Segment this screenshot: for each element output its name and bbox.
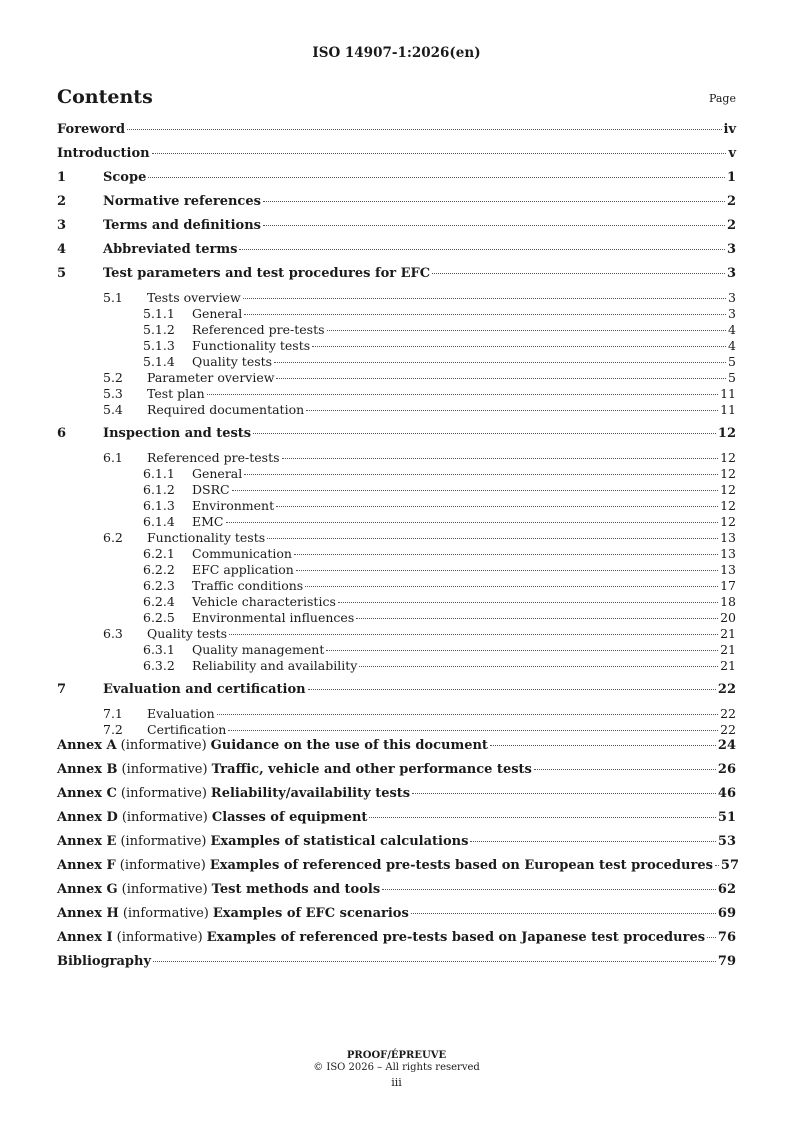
dot-leader [715, 865, 719, 866]
section-number: 6.2.4 [143, 594, 175, 609]
toc-page-number: 3 [728, 306, 736, 321]
dot-leader [244, 314, 726, 315]
toc-title: Traffic conditions [192, 578, 304, 593]
toc-page-number: 21 [720, 642, 736, 657]
section-number: 6.1.2 [143, 482, 175, 497]
toc-entry[interactable] [57, 354, 736, 370]
dot-leader [239, 249, 725, 250]
toc-page-number: 12 [720, 450, 736, 465]
toc-page-number: 62 [717, 882, 736, 897]
toc-title: Vehicle characteristics [192, 594, 336, 609]
toc-title: Parameter overview [147, 370, 275, 385]
dot-leader [327, 330, 727, 331]
toc-annex-entry[interactable] [57, 882, 736, 906]
section-number: 6.2.2 [143, 562, 175, 577]
dot-leader [253, 433, 716, 434]
dot-leader [312, 346, 726, 347]
dot-leader [152, 153, 727, 154]
dot-leader [412, 793, 716, 794]
toc-page-number: 5 [728, 354, 736, 369]
toc-title: Communication [192, 546, 292, 561]
toc-page-number: 21 [720, 658, 736, 673]
toc-title: General [192, 466, 243, 481]
toc-entry[interactable] [57, 170, 736, 194]
document-id: ISO 14907-1:2026(en) [312, 45, 481, 61]
toc-title: Inspection and tests [103, 426, 252, 441]
toc-page-number: 21 [720, 626, 736, 641]
toc-title: Functionality tests [192, 338, 311, 353]
annex-label: Annex G [57, 882, 118, 897]
toc-title: EMC [192, 514, 224, 529]
annex-label: Annex I [57, 930, 113, 945]
toc-entry[interactable] [57, 642, 736, 658]
toc-title: Bibliography [57, 954, 152, 969]
proof-label: PROOF/ÉPREUVE [346, 1050, 447, 1061]
toc-title: Test methods and tools [211, 882, 381, 897]
toc-title: Referenced pre-tests [192, 322, 325, 337]
section-number: 6.3.2 [143, 658, 175, 673]
toc-page-number: 22 [717, 682, 736, 697]
contents-heading: Contents [57, 86, 153, 108]
toc-title: Guidance on the use of this document [210, 738, 488, 753]
toc-entry[interactable] [57, 514, 736, 530]
toc-entry[interactable] [57, 194, 736, 218]
toc-page-number: 2 [726, 218, 736, 233]
toc-entry[interactable] [57, 146, 736, 170]
section-number: 2 [57, 194, 67, 209]
toc-title: Environment [192, 498, 275, 513]
toc-entry[interactable] [57, 530, 736, 546]
toc-title: Quality tests [192, 354, 273, 369]
dot-leader [359, 666, 718, 667]
toc-annex-entry[interactable] [57, 786, 736, 810]
toc-title: Abbreviated terms [103, 242, 238, 257]
section-number: 7 [57, 682, 67, 697]
toc-page-number: 12 [717, 426, 736, 441]
dot-leader [306, 410, 718, 411]
toc-entry[interactable] [57, 466, 736, 482]
toc-entry[interactable] [57, 306, 736, 322]
dot-leader [707, 937, 716, 938]
annex-label: Annex D [57, 810, 118, 825]
toc-page-number: 79 [717, 954, 736, 969]
dot-leader [148, 177, 725, 178]
annex-type: (informative) [121, 762, 208, 777]
section-number: 6.1.4 [143, 514, 175, 529]
dot-leader [326, 650, 718, 651]
toc-page-number: 1 [726, 170, 736, 185]
section-number: 6.1.3 [143, 498, 175, 513]
section-number: 7.1 [103, 706, 123, 721]
toc-title: Functionality tests [147, 530, 266, 545]
toc-title: Evaluation [147, 706, 215, 721]
toc-title: Reliability/availability tests [210, 786, 411, 801]
toc-entry[interactable] [57, 402, 736, 418]
toc-page-number: 12 [720, 498, 736, 513]
dot-leader [263, 225, 725, 226]
toc-title: Tests overview [147, 290, 241, 305]
page-number: iii [391, 1076, 402, 1089]
toc-page-number: 3 [728, 290, 736, 305]
dot-leader [274, 362, 726, 363]
toc-page-number: 18 [720, 594, 736, 609]
toc-page-number: 13 [720, 562, 736, 577]
toc-page-number: 11 [720, 386, 736, 401]
toc-annex-entry[interactable] [57, 906, 736, 930]
annex-type: (informative) [120, 786, 207, 801]
toc-title: Foreword [57, 122, 126, 137]
dot-leader [153, 961, 716, 962]
section-number: 4 [57, 242, 67, 257]
section-number: 5.3 [103, 386, 123, 401]
toc-page-number: 57 [720, 858, 739, 873]
annex-label: Annex A [57, 738, 117, 753]
toc-title: Introduction [57, 146, 150, 161]
toc-entry[interactable] [57, 386, 736, 402]
toc-page-number: 5 [728, 370, 736, 385]
toc-title: DSRC [192, 482, 230, 497]
section-number: 5.1.4 [143, 354, 175, 369]
toc-entry[interactable] [57, 594, 736, 610]
section-number: 7.2 [103, 722, 123, 737]
toc-page-number: 4 [728, 322, 736, 337]
toc-title: Examples of referenced pre-tests based on Japanese test procedures [206, 930, 706, 945]
toc-entry[interactable] [57, 658, 736, 674]
section-number: 1 [57, 170, 67, 185]
toc-title: Certification [147, 722, 227, 737]
toc-title: Quality tests [147, 626, 228, 641]
toc-page-number: 24 [717, 738, 736, 753]
toc-title: Required documentation [147, 402, 305, 417]
annex-label: Annex E [57, 834, 117, 849]
toc-title: Normative references [103, 194, 261, 209]
dot-leader [411, 913, 716, 914]
annex-type: (informative) [121, 882, 208, 897]
section-number: 6.1.1 [143, 466, 175, 481]
page-column-label: Page [708, 92, 736, 105]
toc-page-number: 13 [720, 530, 736, 545]
dot-leader [226, 522, 719, 523]
toc-entry[interactable] [57, 610, 736, 626]
dot-leader [228, 730, 718, 731]
toc-page-number: 20 [720, 610, 736, 625]
dot-leader [294, 554, 718, 555]
toc-page-number: 22 [720, 706, 736, 721]
toc-title: Quality management [192, 642, 325, 657]
toc-entry[interactable] [57, 370, 736, 386]
toc-page-number: v [728, 146, 736, 161]
toc-entry[interactable] [57, 482, 736, 498]
section-number: 6.2.3 [143, 578, 175, 593]
toc-title: Scope [103, 170, 147, 185]
toc-page-number: 3 [726, 266, 736, 281]
section-number: 5.2 [103, 370, 123, 385]
annex-type: (informative) [116, 930, 203, 945]
toc-page-number: 69 [717, 906, 736, 921]
toc-page-number: 12 [720, 514, 736, 529]
dot-leader [267, 538, 718, 539]
toc-page-number: 17 [720, 578, 736, 593]
dot-leader [308, 689, 716, 690]
toc-entry[interactable] [57, 450, 736, 466]
toc-page-number: 13 [720, 546, 736, 561]
toc-page-number: 12 [720, 466, 736, 481]
toc-annex-entry[interactable] [57, 810, 736, 834]
section-number: 3 [57, 218, 67, 233]
section-number: 6.2.1 [143, 546, 175, 561]
table-of-contents [57, 122, 739, 978]
toc-entry[interactable] [57, 122, 736, 146]
toc-annex-entry[interactable] [57, 738, 736, 762]
toc-page-number: 51 [717, 810, 736, 825]
dot-leader [127, 129, 721, 130]
toc-entry[interactable] [57, 546, 736, 562]
toc-title: Examples of statistical calculations [210, 834, 469, 849]
annex-type: (informative) [122, 906, 209, 921]
section-number: 6.2 [103, 530, 123, 545]
dot-leader [470, 841, 716, 842]
toc-title: Examples of referenced pre-tests based on European test procedures [209, 858, 713, 873]
toc-title: Reliability and availability [192, 658, 358, 673]
annex-type: (informative) [121, 810, 208, 825]
dot-leader [229, 634, 718, 635]
toc-entry[interactable] [57, 290, 736, 306]
section-number: 5.1 [103, 290, 123, 305]
toc-entry[interactable] [57, 322, 736, 338]
section-number: 6.3.1 [143, 642, 175, 657]
toc-entry[interactable] [57, 266, 736, 290]
toc-page-number: 22 [720, 722, 736, 737]
toc-annex-entry[interactable] [57, 858, 739, 882]
toc-page-number: iv [723, 122, 736, 137]
dot-leader [276, 506, 718, 507]
section-number: 6.3 [103, 626, 123, 641]
toc-entry[interactable] [57, 218, 736, 242]
dot-leader [232, 490, 719, 491]
toc-title: Evaluation and certification [103, 682, 306, 697]
dot-leader [338, 602, 718, 603]
toc-page-number: 26 [717, 762, 736, 777]
dot-leader [534, 769, 716, 770]
toc-title: Test parameters and test procedures for EFC [103, 266, 431, 281]
section-number: 6.1 [103, 450, 123, 465]
toc-page-number: 3 [726, 242, 736, 257]
toc-title: Classes of equipment [211, 810, 368, 825]
toc-annex-entry[interactable] [57, 930, 736, 954]
toc-entry[interactable] [57, 682, 736, 706]
toc-annex-entry[interactable] [57, 762, 736, 786]
dot-leader [382, 889, 716, 890]
dot-leader [244, 474, 718, 475]
toc-entry[interactable] [57, 626, 736, 642]
annex-label: Annex B [57, 762, 118, 777]
toc-page-number: 4 [728, 338, 736, 353]
dot-leader [296, 570, 718, 571]
toc-entry[interactable] [57, 338, 736, 354]
toc-title: Referenced pre-tests [147, 450, 280, 465]
toc-page-number: 12 [720, 482, 736, 497]
annex-type: (informative) [120, 738, 207, 753]
dot-leader [490, 745, 716, 746]
section-number: 5 [57, 266, 67, 281]
section-number: 6 [57, 426, 67, 441]
toc-page-number: 76 [717, 930, 736, 945]
toc-title: EFC application [192, 562, 294, 577]
section-number: 5.1.3 [143, 338, 175, 353]
annex-label: Annex C [57, 786, 117, 801]
toc-entry[interactable] [57, 426, 736, 450]
toc-page-number: 46 [717, 786, 736, 801]
page-footer [0, 1050, 793, 1089]
toc-entry[interactable] [57, 722, 736, 738]
section-number: 5.4 [103, 402, 123, 417]
dot-leader [217, 714, 718, 715]
toc-title: Terms and definitions [103, 218, 261, 233]
toc-annex-entry[interactable] [57, 834, 736, 858]
dot-leader [432, 273, 725, 274]
dot-leader [356, 618, 718, 619]
toc-entry[interactable] [57, 954, 736, 978]
toc-entry[interactable] [57, 706, 736, 722]
dot-leader [243, 298, 726, 299]
toc-page-number: 53 [717, 834, 736, 849]
annex-label: Annex H [57, 906, 119, 921]
toc-title: Test plan [147, 386, 205, 401]
dot-leader [276, 378, 726, 379]
toc-title: Traffic, vehicle and other performance tests [211, 762, 532, 777]
dot-leader [369, 817, 715, 818]
toc-title: General [192, 306, 243, 321]
section-number: 5.1.2 [143, 322, 175, 337]
toc-title: Environmental influences [192, 610, 355, 625]
annex-label: Annex F [57, 858, 116, 873]
toc-title: Examples of EFC scenarios [212, 906, 409, 921]
toc-entry[interactable] [57, 242, 736, 266]
toc-entry[interactable] [57, 562, 736, 578]
toc-entry[interactable] [57, 498, 736, 514]
annex-type: (informative) [120, 834, 207, 849]
section-number: 6.2.5 [143, 610, 175, 625]
dot-leader [282, 458, 719, 459]
toc-entry[interactable] [57, 578, 736, 594]
dot-leader [207, 394, 718, 395]
copyright-notice: © ISO 2026 – All rights reserved [313, 1062, 480, 1073]
section-number: 5.1.1 [143, 306, 175, 321]
annex-type: (informative) [119, 858, 206, 873]
dot-leader [263, 201, 725, 202]
toc-page-number: 11 [720, 402, 736, 417]
dot-leader [305, 586, 718, 587]
toc-page-number: 2 [726, 194, 736, 209]
